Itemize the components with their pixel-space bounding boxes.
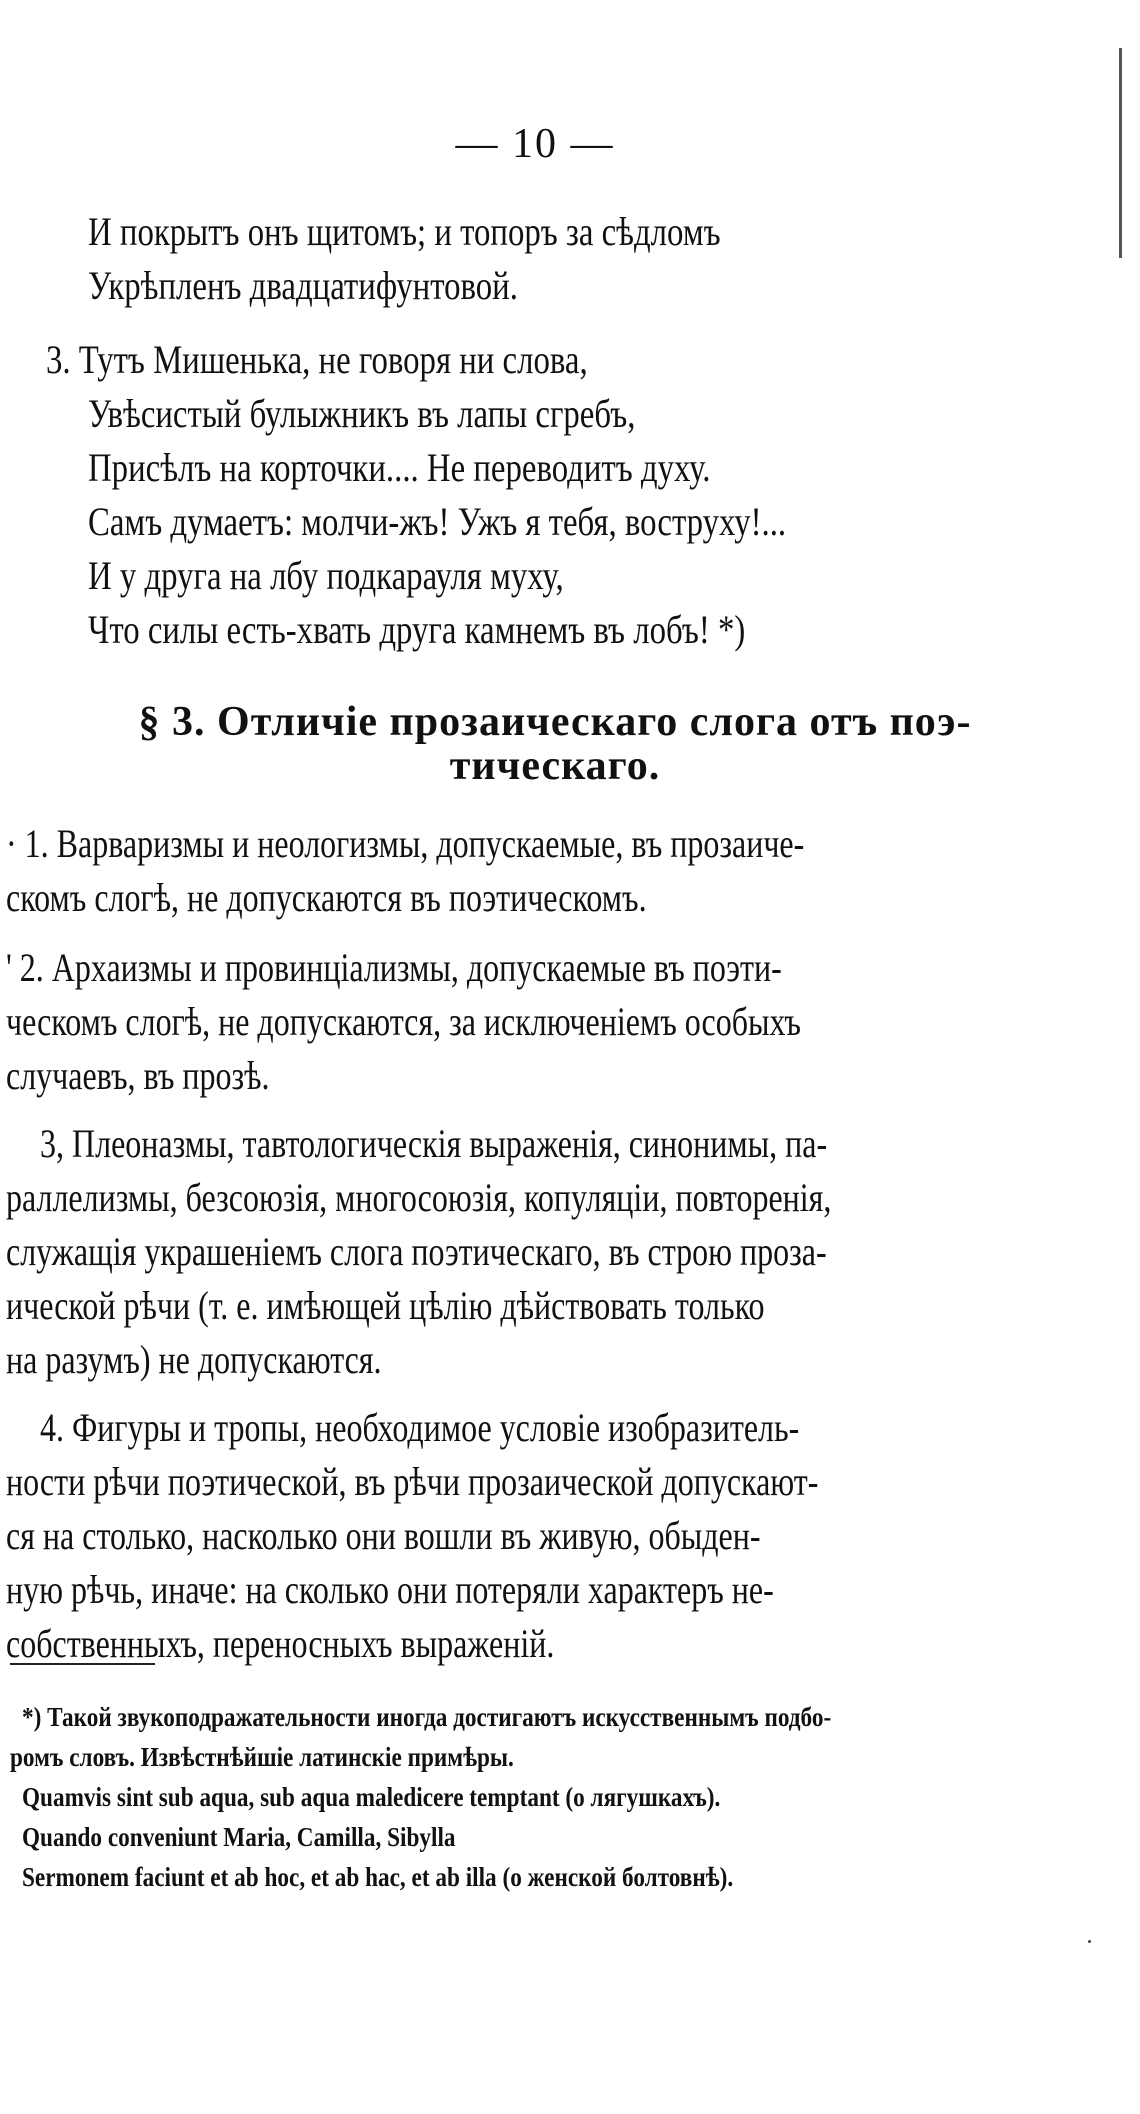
paragraph-line: случаевъ, въ прозѣ. [6, 1053, 270, 1098]
verse-line: Что силы есть-хвать друга камнемъ въ лобъ! *) [88, 607, 746, 652]
paragraph-line: служащія украшеніемъ слога поэтическаго, въ строю проза- [6, 1229, 827, 1274]
verse-line: Укрѣпленъ двадцатифунтовой. [88, 263, 518, 308]
paragraph-line: на разумъ) не допускаются. [6, 1337, 382, 1382]
footnote-line: Quamvis sint sub aqua, sub aqua maledicere temptant (о лягушкахъ). [22, 1782, 721, 1812]
footnote-line: *) Такой звукоподражательности иногда достигаютъ искусственнымъ подбо- [22, 1702, 832, 1732]
footnote-divider [10, 1663, 155, 1665]
paragraph-line: ' 2. Архаизмы и провинціализмы, допускаемые въ поэти- [6, 945, 782, 990]
verse-line: И у друга на лбу подкарауля муху, [88, 553, 564, 598]
section-heading [0, 700, 1110, 788]
verse-line: Присѣлъ на корточки.... Не переводитъ духу. [88, 445, 711, 490]
paragraph-line: ической рѣчи (т. е. имѣющей цѣлію дѣйствовать только [6, 1283, 765, 1328]
footnote-line: Quando conveniunt Maria, Camilla, Sibylla [22, 1822, 456, 1852]
verse-line: Самъ думаетъ: молчи-жъ! Ужъ я тебя, воструху!... [88, 499, 787, 544]
verse-line: 3. Тутъ Мишенька, не говоря ни слова, [46, 337, 588, 382]
paragraph-line: · 1. Варваризмы и неологизмы, допускаемые, въ прозаиче- [6, 821, 805, 866]
section-heading-line: § 3. Отличіе прозаическаго слога отъ поэ- [138, 699, 972, 745]
paragraph-line: раллелизмы, безсоюзія, многосоюзія, копуляціи, повторенія, [6, 1175, 832, 1220]
footnote-line: Sermonem faciunt et ab hoc, et ab hac, et ab illa (о женской болтовнѣ). [22, 1862, 734, 1892]
paragraph-line: ческомъ слогѣ, не допускаются, за исключеніемъ особыхъ [6, 999, 801, 1044]
scan-speck [1088, 1940, 1091, 1943]
verse-line: И покрытъ онъ щитомъ; и топоръ за сѣдломъ [88, 209, 721, 254]
margin-scan-mark [1119, 48, 1122, 258]
paragraph-line: скомъ слогѣ, не допускаются въ поэтическомъ. [6, 875, 647, 920]
page-number: — 10 — [455, 121, 615, 167]
section-heading-line: тическаго. [449, 743, 661, 789]
paragraph-line: собственныхъ, переносныхъ выраженій. [6, 1621, 555, 1666]
paragraph-line: 3, Плеоназмы, тавтологическія выраженія, синонимы, па- [40, 1121, 828, 1166]
paragraph-line: ности рѣчи поэтической, въ рѣчи прозаической допускают- [6, 1459, 819, 1504]
paragraph-line: ную рѣчь, иначе: на сколько они потеряли характеръ не- [6, 1567, 774, 1612]
paragraph-line: 4. Фигуры и тропы, необходимое условіе изобразитель- [40, 1405, 800, 1450]
verse-line: Увѣсистый булыжникъ въ лапы сгребъ, [88, 391, 636, 436]
footnote-line: ромъ словъ. Извѣстнѣйшіе латинскіе примѣры. [10, 1742, 514, 1772]
paragraph-line: ся на столько, насколько они вошли въ живую, обыден- [6, 1513, 761, 1558]
